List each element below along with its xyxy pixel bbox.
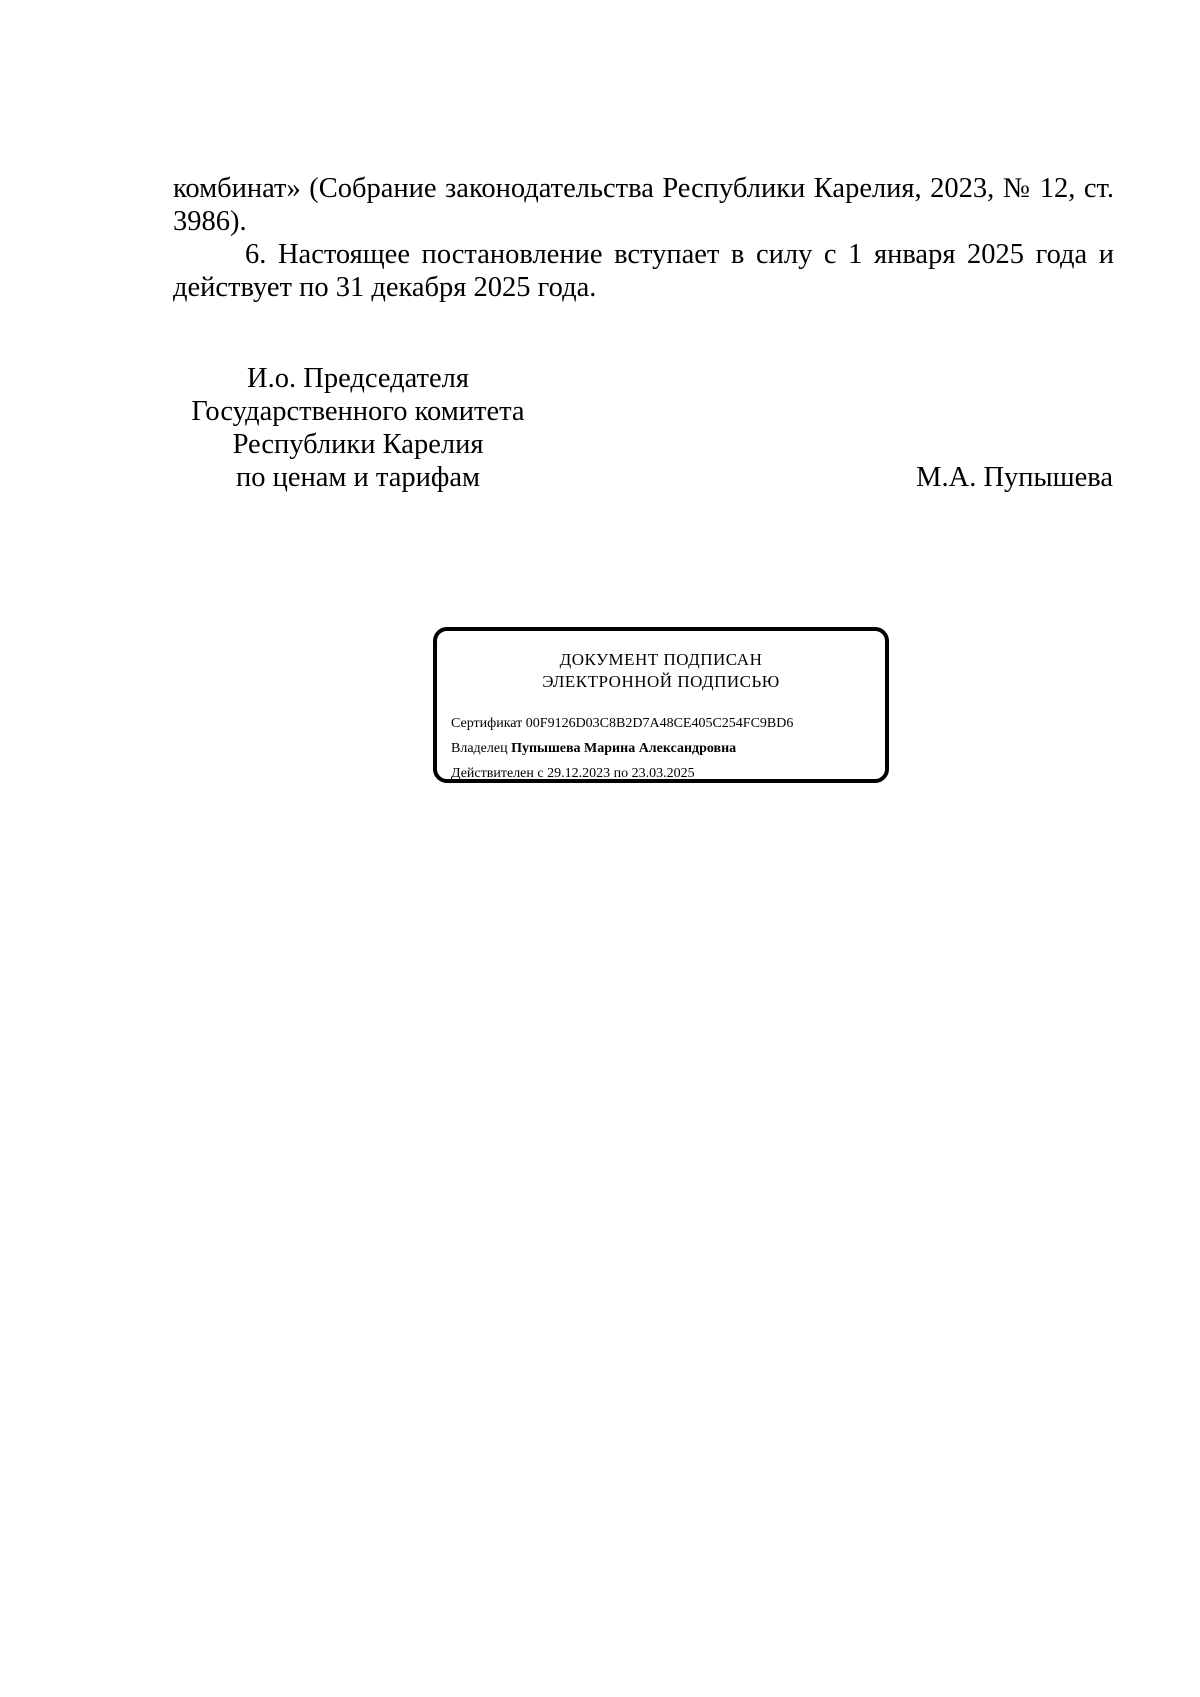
stamp-owner-name: Пупышева Марина Александровна bbox=[511, 741, 737, 756]
paragraph-continuation: комбинат» (Собрание законодательства Республики Карелия, 2023, № 12, ст. 3986). bbox=[173, 173, 1114, 237]
stamp-certificate-row bbox=[451, 711, 793, 736]
stamp-title-line: ДОКУМЕНТ ПОДПИСАН bbox=[559, 650, 763, 669]
signatory-position bbox=[173, 362, 543, 494]
stamp-title-line: ЭЛЕКТРОННОЙ ПОДПИСЬЮ bbox=[542, 672, 780, 691]
stamp-details bbox=[451, 711, 793, 786]
stamp-valid-label: Действителен с bbox=[451, 766, 544, 781]
stamp-owner-row bbox=[451, 736, 793, 761]
stamp-owner-label: Владелец bbox=[451, 741, 508, 756]
electronic-signature-stamp bbox=[433, 627, 889, 783]
signatory-position-line: Республики Карелия bbox=[232, 429, 484, 460]
signatory-position-line: по ценам и тарифам bbox=[235, 462, 481, 493]
stamp-title bbox=[437, 649, 885, 693]
stamp-valid-to: 23.03.2025 bbox=[631, 766, 695, 781]
stamp-valid-to-label: по bbox=[613, 766, 629, 781]
signatory-name: М.А. Пупышева bbox=[916, 462, 1113, 493]
stamp-certificate-number: 00F9126D03C8B2D7A48CE405C254FC9BD6 bbox=[525, 716, 794, 731]
paragraph-item-6: 6. Настоящее постановление вступает в силу с 1 января 2025 года и действует по 31 декабря 2025 года. bbox=[173, 239, 1114, 303]
signatory-position-line: Государственного комитета bbox=[191, 396, 525, 427]
stamp-valid-from: 29.12.2023 bbox=[547, 766, 611, 781]
stamp-certificate-label: Сертификат bbox=[451, 716, 523, 731]
signatory-position-line: И.о. Председателя bbox=[247, 363, 469, 394]
stamp-validity-row bbox=[451, 761, 793, 786]
